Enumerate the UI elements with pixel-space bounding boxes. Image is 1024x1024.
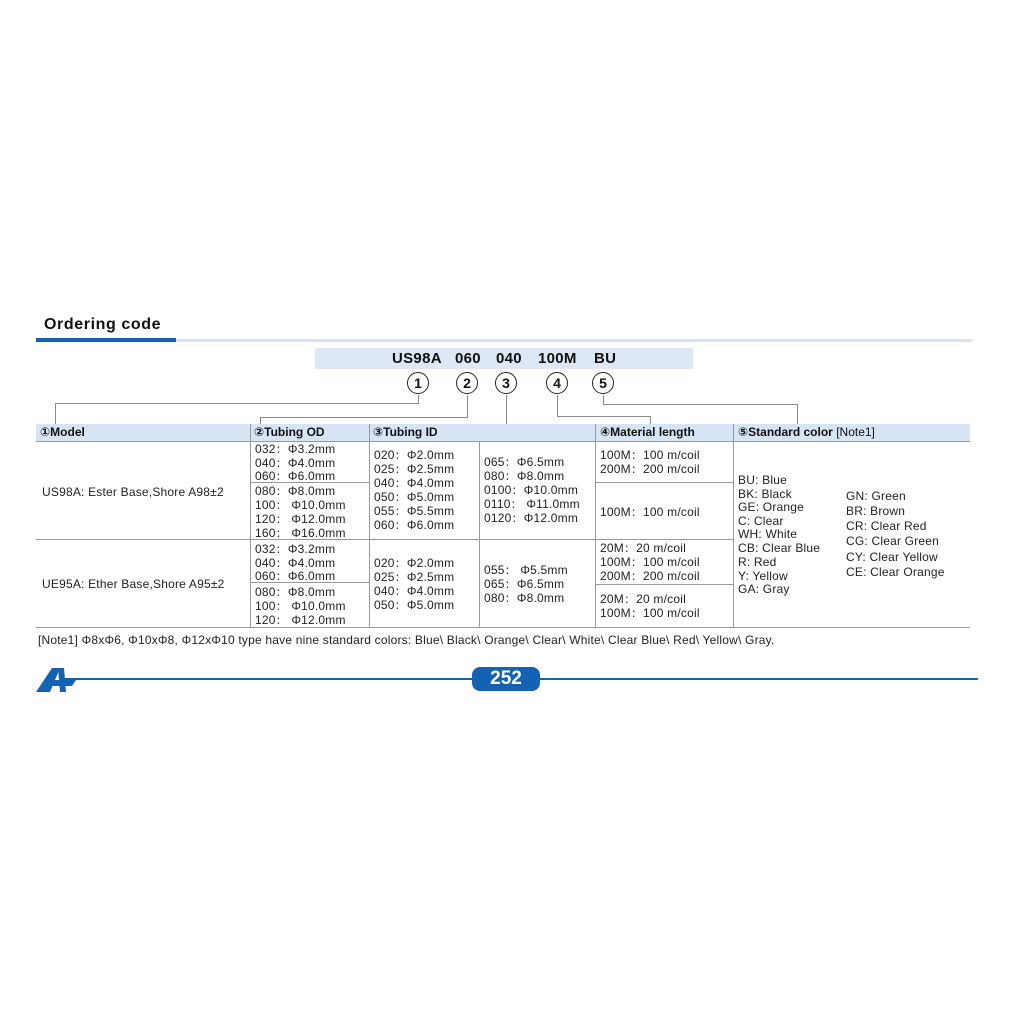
od-item: 040：Φ4.0mm (255, 556, 336, 570)
id-item: 065：Φ6.5mm (484, 577, 565, 591)
color-item: R: Red (738, 555, 777, 569)
marker-3: 3 (495, 372, 517, 394)
od-item: 060：Φ6.0mm (255, 469, 336, 483)
od-item: 160： Φ16.0mm (255, 526, 346, 540)
code-part-od: 060 (455, 350, 481, 367)
od-item: 120： Φ12.0mm (255, 512, 346, 526)
length-item: 100M：100 m/coil (600, 505, 700, 519)
length-item: 200M：200 m/coil (600, 462, 700, 476)
marker-5: 5 (592, 372, 614, 394)
color-item: GA: Gray (738, 582, 790, 596)
title-rule-accent (36, 338, 176, 342)
header-tubing-id: ③Tubing ID (373, 425, 438, 439)
id-item: 040：Φ4.0mm (374, 584, 455, 598)
color-item: CE: Clear Orange (846, 565, 945, 579)
id-item: 0100：Φ10.0mm (484, 483, 579, 497)
color-item: Y: Yellow (738, 569, 788, 583)
id-item: 055：Φ5.5mm (374, 504, 455, 518)
id-item: 040：Φ4.0mm (374, 476, 455, 490)
footnote: [Note1] Φ8xΦ6, Φ10xΦ8, Φ12xΦ10 type have nine standard colors: Blue\ Black\ Orange\ Clear\ White\ Clear Blue\ Red\ Yellow\ Gray. (38, 633, 775, 647)
id-item: 055： Φ5.5mm (484, 563, 568, 577)
marker-4: 4 (546, 372, 568, 394)
code-part-length: 100M (538, 350, 577, 367)
od-item: 080：Φ8.0mm (255, 585, 336, 599)
color-item: CG: Clear Green (846, 534, 940, 548)
od-item: 120： Φ12.0mm (255, 613, 346, 627)
title-rule (176, 339, 972, 342)
id-item: 025：Φ2.5mm (374, 462, 455, 476)
header-tubing-od: ②Tubing OD (254, 425, 325, 439)
color-item: WH: White (738, 527, 798, 541)
od-item: 080：Φ8.0mm (255, 484, 336, 498)
code-part-color: BU (594, 350, 617, 367)
id-item: 025：Φ2.5mm (374, 570, 455, 584)
od-item: 060：Φ6.0mm (255, 569, 336, 583)
header-model: ①Model (40, 425, 85, 439)
length-item: 100M：100 m/coil (600, 448, 700, 462)
id-item: 080：Φ8.0mm (484, 469, 565, 483)
color-item: BU: Blue (738, 473, 787, 487)
id-item: 050：Φ5.0mm (374, 598, 455, 612)
od-item: 100： Φ10.0mm (255, 599, 346, 613)
spec-table (36, 424, 970, 628)
color-item: CB: Clear Blue (738, 541, 821, 555)
color-item: C: Clear (738, 514, 784, 528)
marker-1: 1 (407, 372, 429, 394)
id-item: 020：Φ2.0mm (374, 556, 455, 570)
id-item: 065：Φ6.5mm (484, 455, 565, 469)
id-item: 050：Φ5.0mm (374, 490, 455, 504)
color-item: BK: Black (738, 487, 792, 501)
id-item: 080：Φ8.0mm (484, 591, 565, 605)
od-item: 032：Φ3.2mm (255, 542, 336, 556)
id-item: 060：Φ6.0mm (374, 518, 455, 532)
header-material-length: ④Material length (600, 425, 695, 439)
page-number: 252 (472, 667, 540, 691)
color-item: CR: Clear Red (846, 519, 927, 533)
id-item: 0120：Φ12.0mm (484, 511, 579, 525)
color-item: GN: Green (846, 489, 906, 503)
id-item: 0110： Φ11.0mm (484, 497, 580, 511)
model-us98a: US98A: Ester Base,Shore A98±2 (42, 485, 224, 499)
length-item: 20M：20 m/coil (600, 541, 686, 555)
color-item: GE: Orange (738, 500, 805, 514)
od-item: 100： Φ10.0mm (255, 498, 346, 512)
header-note-ref: [Note1] (836, 425, 875, 439)
color-item: CY: Clear Yellow (846, 550, 938, 564)
header-standard-color (738, 425, 875, 439)
section-title: Ordering code (44, 316, 162, 333)
code-part-model: US98A (392, 350, 442, 367)
id-item: 020：Φ2.0mm (374, 448, 455, 462)
color-item: BR: Brown (846, 504, 906, 518)
length-item: 20M：20 m/coil (600, 592, 686, 606)
od-item: 040：Φ4.0mm (255, 456, 336, 470)
od-item: 032：Φ3.2mm (255, 442, 336, 456)
model-ue95a: UE95A: Ether Base,Shore A95±2 (42, 577, 225, 591)
header-standard-color-label: ⑤Standard color (738, 425, 833, 439)
length-item: 200M：200 m/coil (600, 569, 700, 583)
marker-2: 2 (456, 372, 478, 394)
length-item: 100M：100 m/coil (600, 606, 700, 620)
length-item: 100M：100 m/coil (600, 555, 700, 569)
code-part-id: 040 (496, 350, 522, 367)
